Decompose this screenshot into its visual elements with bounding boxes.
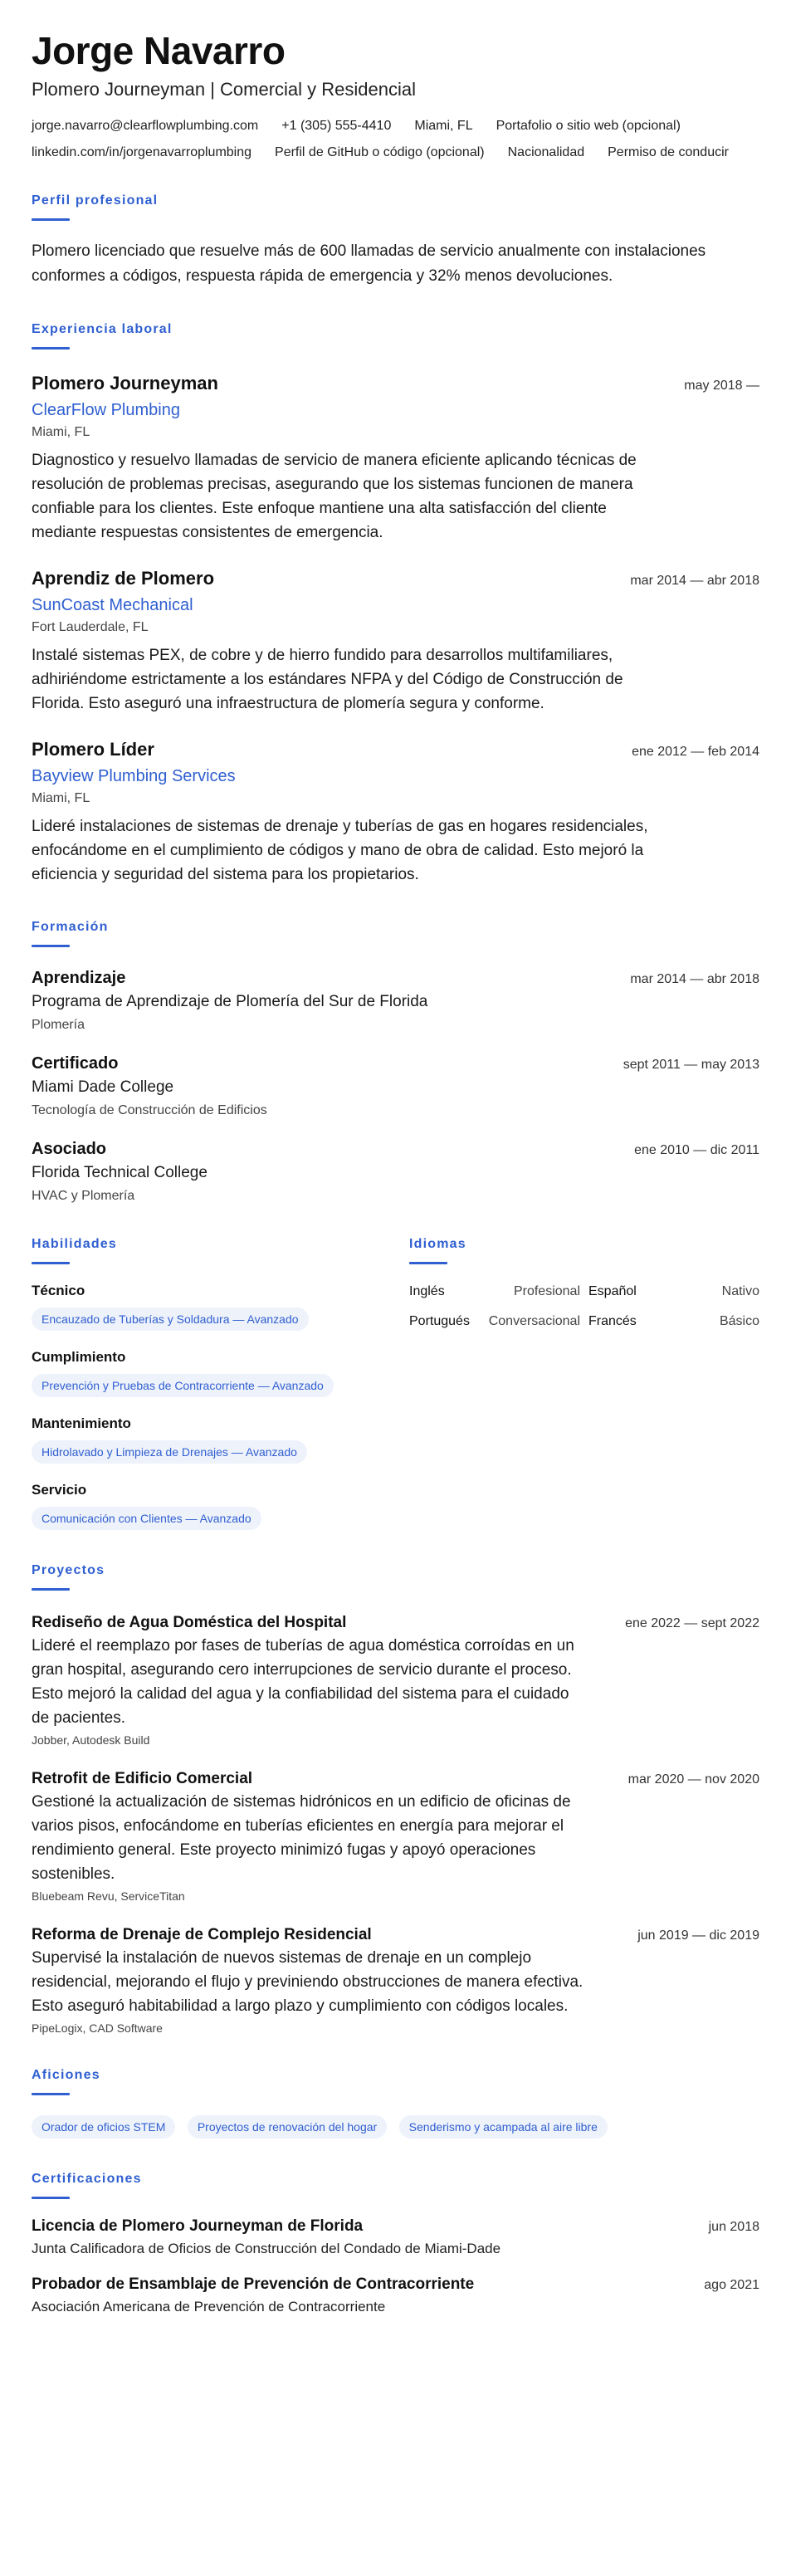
contact-location: Miami, FL [414,118,473,133]
degree-type: Aprendizaje [32,968,126,987]
job-location: Miami, FL [32,424,90,439]
skill-chip: Hidrolavado y Limpieza de Drenajes — Avanzado [32,1440,307,1464]
contact-list [32,119,759,160]
section-title: Formación [32,919,109,934]
certification-item [32,2275,759,2315]
section-divider [32,1588,70,1591]
projects-section [32,1563,759,2035]
education-dates: ene 2010 — dic 2011 [634,1142,759,1157]
study-field: HVAC y Plomería [32,1188,135,1203]
skill-chip: Comunicación con Clientes — Avanzado [32,1507,261,1530]
project-name: Retrofit de Edificio Comercial [32,1769,253,1787]
language-level: Profesional [513,1283,580,1298]
project-tools: PipeLogix, CAD Software [32,2021,163,2035]
hobbies-section [32,2068,759,2139]
language-name: Inglés [409,1283,445,1298]
study-field: Plomería [32,1017,85,1032]
project-name: Reforma de Drenaje de Complejo Residencial [32,1925,372,1943]
job-description: Diagnostico y resuelvo llamadas de servicio de manera eficiente aplicando técnicas de resolución de problemas precisas, asegurando que los sistemas funcionen de manera confiable para los clientes. Este enfoque mantiene una alta satisfacción del cliente mediante respuestas consistentes de emergencia. [32,451,637,541]
skill-category: Cumplimiento [32,1348,126,1365]
project-description: Lideré el reemplazo por fases de tuberías de agua doméstica corroídas en un gran hospital, asegurando cero interrupciones de servicio durante el proceso. Esto mejoró la calidad del agua y la confiabilidad del sistema para el cuidado de pacientes. [32,1636,574,1727]
school-name: Miami Dade College [32,1078,174,1096]
certification-date: ago 2021 [704,2277,759,2292]
project-item [32,1926,759,2035]
summary-text: Plomero licenciado que resuelve más de 600 llamadas de servicio anualmente con instalaciones conformes a códigos, respuesta rápida de emergencia y 32% menos devoluciones. [32,242,706,285]
contact-linkedin[interactable]: linkedin.com/in/jorgenavarroplumbing [32,144,252,159]
section-divider [32,2093,70,2095]
company-name: Bayview Plumbing Services [32,766,236,785]
skill-category: Mantenimiento [32,1415,131,1431]
study-field: Tecnología de Construcción de Edificios [32,1102,267,1117]
contact-email[interactable]: jorge.navarro@clearflowplumbing.com [32,118,259,133]
language-list [409,1284,759,1329]
project-dates: mar 2020 — nov 2020 [627,1772,759,1787]
contact-website[interactable]: Portafolio o sitio web (opcional) [496,118,681,133]
project-tools: Jobber, Autodesk Build [32,1733,150,1747]
contact-driving-license: Permiso de conducir [608,144,729,159]
company-name: SunCoast Mechanical [32,595,193,614]
section-divider [32,945,70,947]
school-name: Programa de Aprendizaje de Plomería del Sur de Florida [32,992,428,1010]
hobby-chip: Senderismo y acampada al aire libre [399,2115,608,2139]
skill-category: Servicio [32,1481,87,1498]
section-divider [32,347,70,349]
section-divider [32,1262,70,1264]
certification-issuer: Asociación Americana de Prevención de Contracorriente [32,2298,386,2314]
section-divider [409,1262,447,1264]
hobby-chip: Orador de oficios STEM [32,2115,175,2139]
project-item [32,1770,759,1903]
summary-section [32,193,759,289]
education-section [32,920,759,1204]
job-dates: ene 2012 — feb 2014 [632,744,759,759]
language-item [409,1284,580,1299]
skill-chip: Encauzado de Tuberías y Soldadura — Avanzado [32,1308,309,1331]
job-location: Miami, FL [32,790,90,805]
section-divider [32,218,70,221]
degree-type: Certificado [32,1053,119,1073]
project-tools: Bluebeam Revu, ServiceTitan [32,1889,185,1903]
job-description: Instalé sistemas PEX, de cobre y de hierro fundido para desarrollos multifamiliares, adhiriéndome estrictamente a los estándares NFPA y del Código de Construcción de Florida. Esto aseguró una infraestructura de plomería segura y conforme. [32,646,623,712]
language-name: Francés [588,1313,637,1328]
company-name: ClearFlow Plumbing [32,400,180,419]
language-item [588,1314,759,1329]
candidate-name: Jorge Navarro [32,29,286,72]
section-title: Experiencia laboral [32,321,173,336]
project-dates: ene 2022 — sept 2022 [625,1615,759,1630]
job-dates: may 2018 — [684,378,759,393]
languages-section [409,1237,759,1530]
contact-phone[interactable]: +1 (305) 555-4410 [281,118,392,133]
experience-item [32,739,759,887]
education-item [32,969,759,1033]
language-level: Conversacional [488,1313,580,1328]
skills-section [32,1237,409,1530]
job-title: Plomero Journeyman [32,372,218,393]
education-dates: sept 2011 — may 2013 [623,1057,759,1072]
section-title: Habilidades [32,1236,118,1251]
project-name: Rediseño de Agua Doméstica del Hospital [32,1613,347,1631]
job-title: Plomero Líder [32,738,154,760]
education-dates: mar 2014 — abr 2018 [630,971,759,986]
contact-nationality: Nacionalidad [507,144,585,159]
education-item [32,1054,759,1118]
contact-github[interactable]: Perfil de GitHub o código (opcional) [275,144,485,159]
experience-section [32,322,759,887]
degree-type: Asociado [32,1139,107,1158]
skill-chip: Prevención y Pruebas de Contracorriente — Avanzado [32,1374,334,1397]
hobby-list [32,2107,759,2139]
job-location: Fort Lauderdale, FL [32,619,149,634]
project-dates: jun 2019 — dic 2019 [637,1928,759,1943]
certification-name: Probador de Ensamblaje de Prevención de Contracorriente [32,2275,475,2293]
section-title: Perfil profesional [32,193,159,208]
candidate-headline: Plomero Journeyman | Comercial y Residencial [32,78,417,100]
certification-name: Licencia de Plomero Journeyman de Florida [32,2217,364,2235]
language-item [409,1314,580,1329]
skill-category: Técnico [32,1282,85,1298]
language-item [588,1284,759,1299]
section-title: Aficiones [32,2067,100,2082]
certifications-section [32,2172,759,2315]
certification-item [32,2217,759,2257]
skills-languages-row [32,1237,759,1530]
section-divider [32,2197,70,2199]
education-item [32,1140,759,1204]
section-title: Certificaciones [32,2171,142,2186]
certification-date: jun 2018 [708,2219,759,2234]
language-name: Portugués [409,1313,470,1328]
project-item [32,1614,759,1747]
language-name: Español [588,1283,637,1298]
project-description: Supervisé la instalación de nuevos sistemas de drenaje en un complejo residencial, mejorando el flujo y previniendo obstrucciones de manera efectiva. Esto aseguró habitabilidad a largo plazo y cumplimiento con códigos locales. [32,1948,583,2015]
job-title: Aprendiz de Plomero [32,567,215,589]
job-description: Lideré instalaciones de sistemas de drenaje y tuberías de gas en hogares residenciales, enfocándome en el cumplimiento de códigos y mano de obra de calidad. Esto mejoró la eficiencia y seguridad del sistema para los propietarios. [32,817,648,883]
experience-item [32,373,759,545]
resume-header [32,30,759,160]
language-level: Nativo [721,1283,759,1298]
experience-item [32,568,759,716]
project-description: Gestioné la actualización de sistemas hidrónicos en un edificio de oficinas de varios pisos, enfocándome en tuberías eficientes en energía para mejorar el rendimiento general. Este proyecto minimizó fugas y apoyó operaciones sostenibles. [32,1792,571,1883]
section-title: Proyectos [32,1562,105,1577]
hobby-chip: Proyectos de renovación del hogar [188,2115,387,2139]
job-dates: mar 2014 — abr 2018 [630,573,759,588]
certification-issuer: Junta Calificadora de Oficios de Construcción del Condado de Miami-Dade [32,2240,501,2256]
section-title: Idiomas [409,1236,466,1251]
language-level: Básico [719,1313,759,1328]
school-name: Florida Technical College [32,1163,208,1181]
